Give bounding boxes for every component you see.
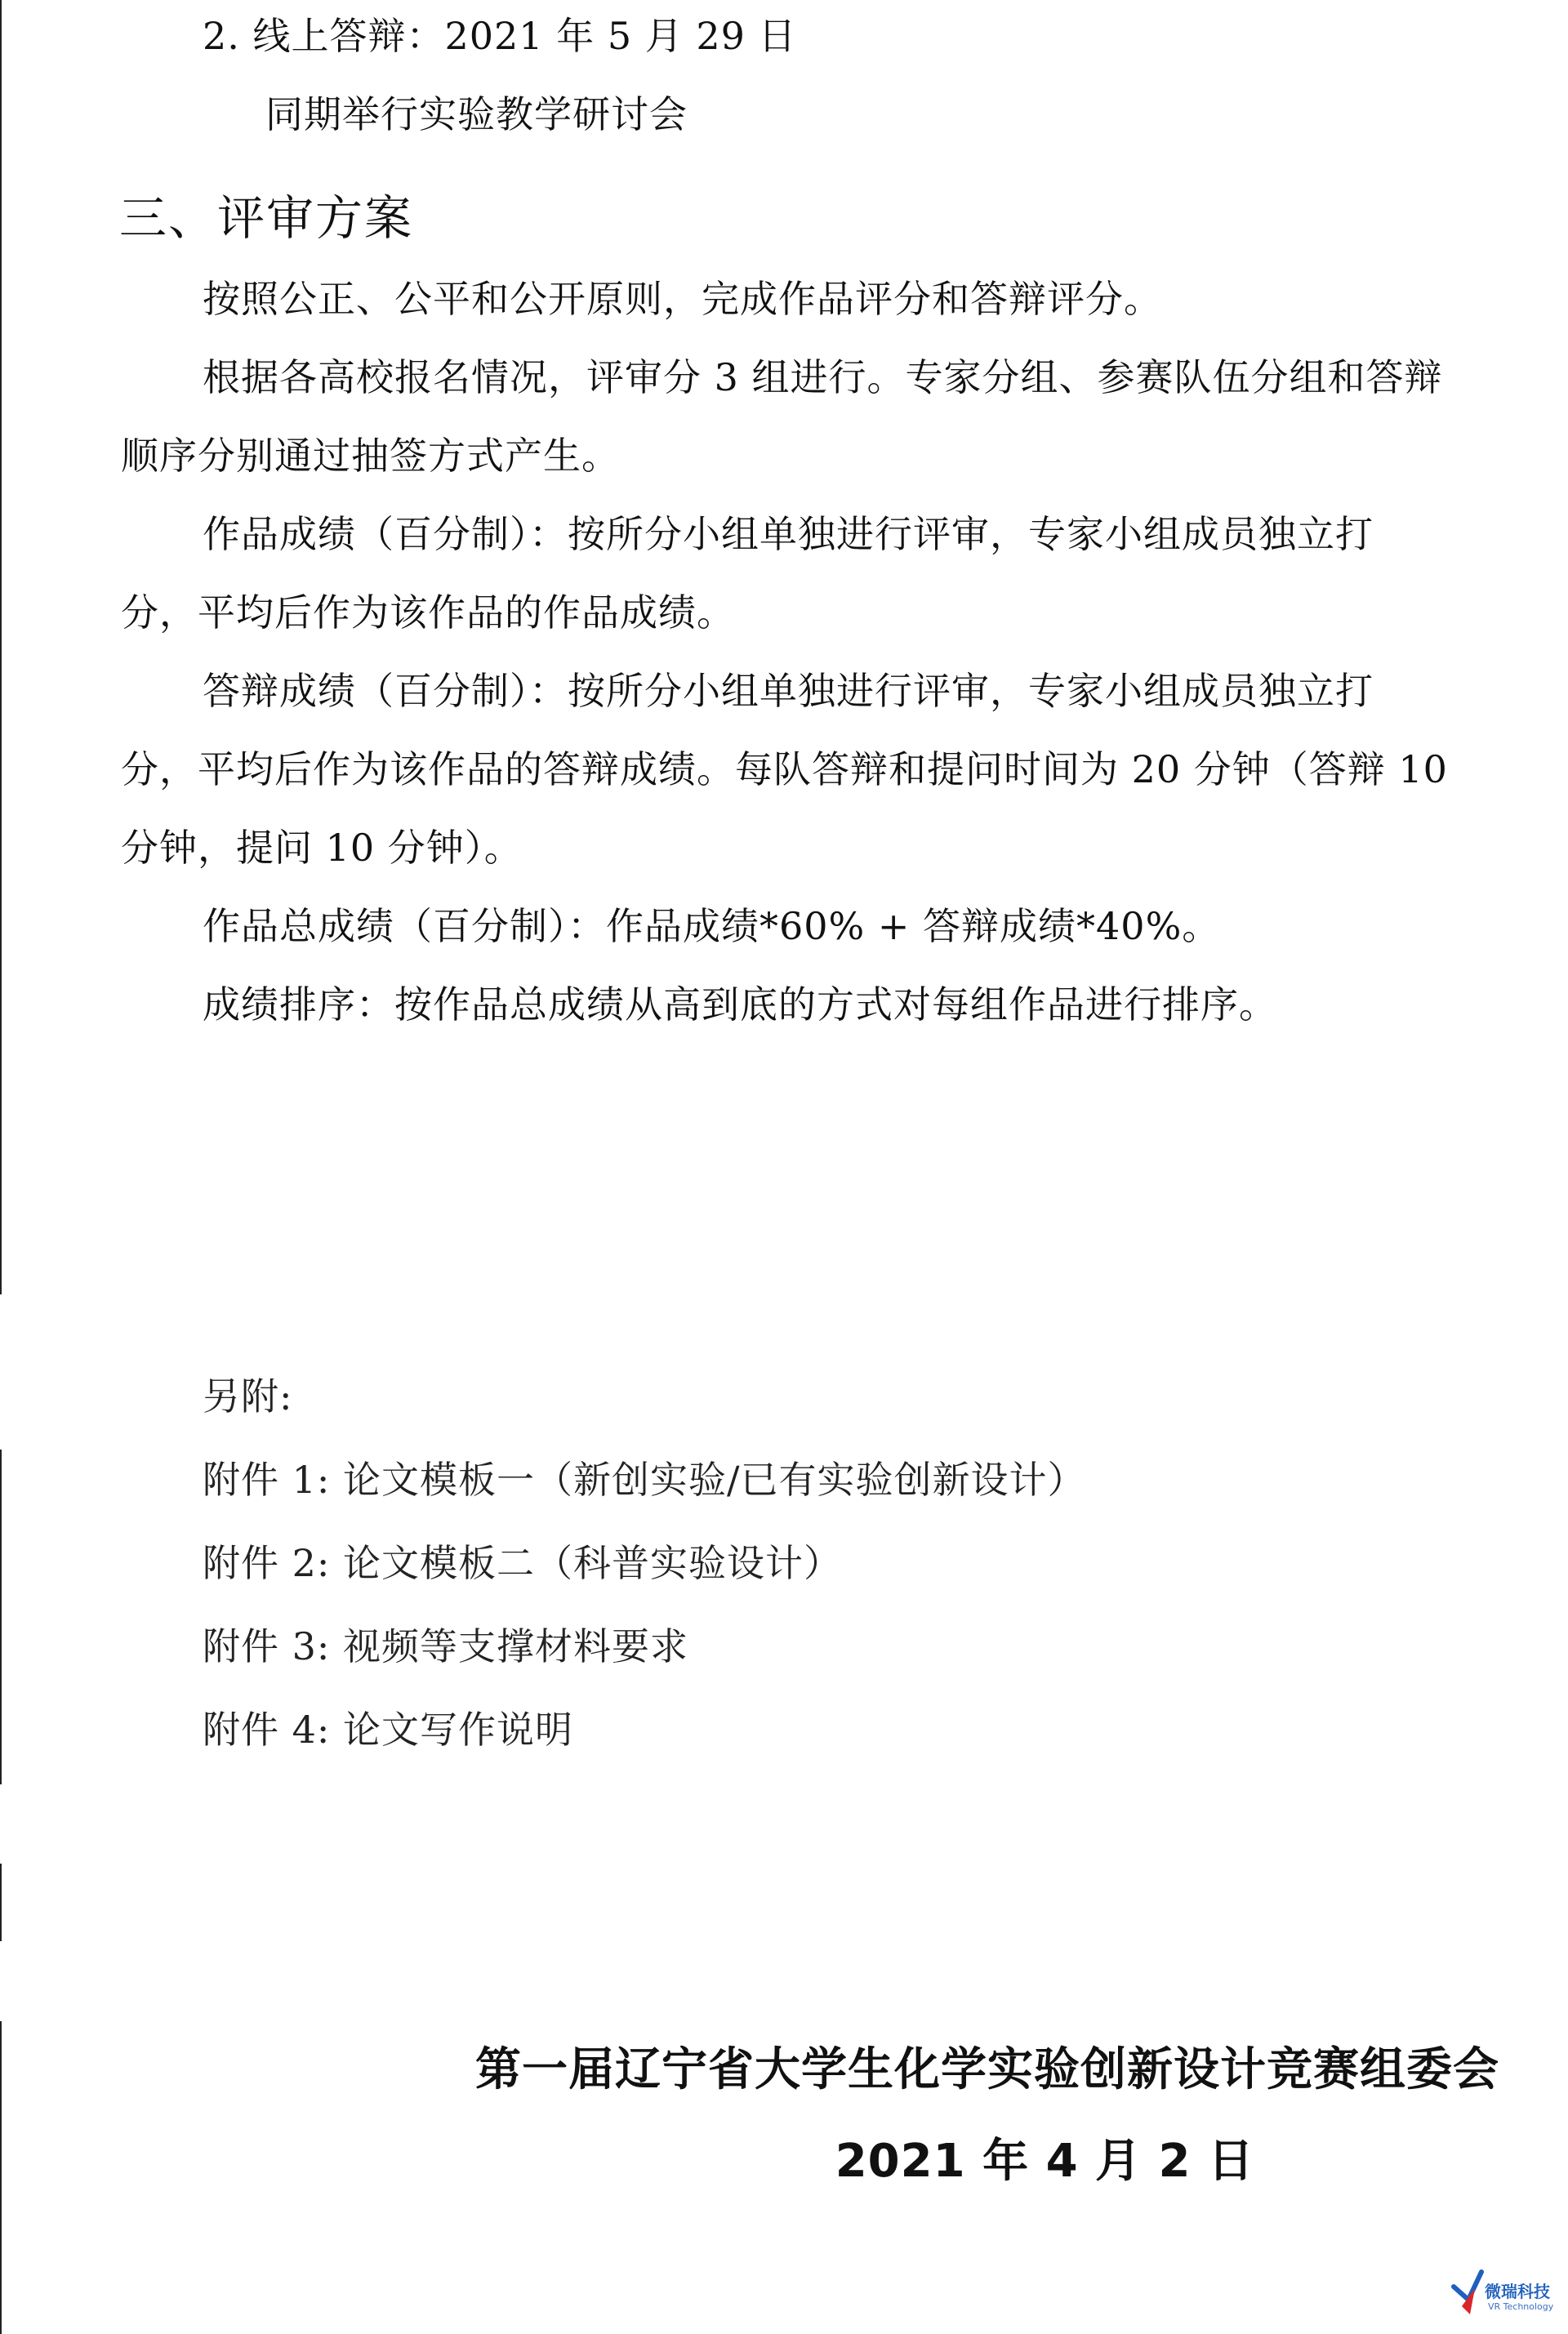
paragraph-line: 顺序分别通过抽签方式产生。 [121,434,620,478]
annex-item-4: 附件 4: 论文写作说明 [203,1708,574,1752]
paragraph-line: 按照公正、公平和公开原则，完成作品评分和答辩评分。 [203,277,1162,321]
paragraph-line: 分，平均后作为该作品的答辩成绩。每队答辩和提问时间为 20 分钟（答辩 10 [121,747,1448,791]
watermark-name: 微瑞科技 [1485,2282,1550,2301]
seminar-line: 同期举行实验教学研讨会 [265,92,688,136]
annex-item-1: 附件 1: 论文模板一（新创实验/已有实验创新设计） [203,1458,1086,1502]
paragraph-line: 分，平均后作为该作品的作品成绩。 [121,590,735,635]
watermark-subtitle: VR Technology [1488,2301,1554,2312]
annex-item-3: 附件 3: 视频等支撑材料要求 [203,1624,689,1668]
signature-date: 2021 年 4 月 2 日 [835,2135,1254,2188]
paragraph-line: 根据各高校报名情况，评审分 3 组进行。专家分组、参赛队伍分组和答辩 [203,355,1443,399]
paragraph-line: 分钟，提问 10 分钟）。 [121,826,523,870]
paragraph-line: 作品总成绩（百分制）：作品成绩*60% + 答辩成绩*40%。 [203,904,1221,948]
section-heading-review-plan: 三、评审方案 [119,190,414,246]
organizer-signature: 第一届辽宁省大学生化学实验创新设计竞赛组委会 [475,2043,1499,2096]
paragraph-line: 成绩排序：按作品总成绩从高到底的方式对每组作品进行排序。 [203,982,1277,1027]
margin-line-bottom [0,2021,2,2334]
margin-line-lower [0,1864,2,1941]
margin-line-middle [0,1450,2,1784]
annex-item-2: 附件 2: 论文模板二（科普实验设计） [203,1541,843,1585]
paragraph-line: 答辩成绩（百分制）：按所分小组单独进行评审，专家小组成员独立打 [203,669,1374,713]
margin-line-top [0,0,2,1294]
online-defense-line: 2. 线上答辩：2021 年 5 月 29 日 [203,14,797,58]
annex-title: 另附: [203,1374,293,1419]
paragraph-line: 作品成绩（百分制）：按所分小组单独进行评审，专家小组成员独立打 [203,512,1374,556]
